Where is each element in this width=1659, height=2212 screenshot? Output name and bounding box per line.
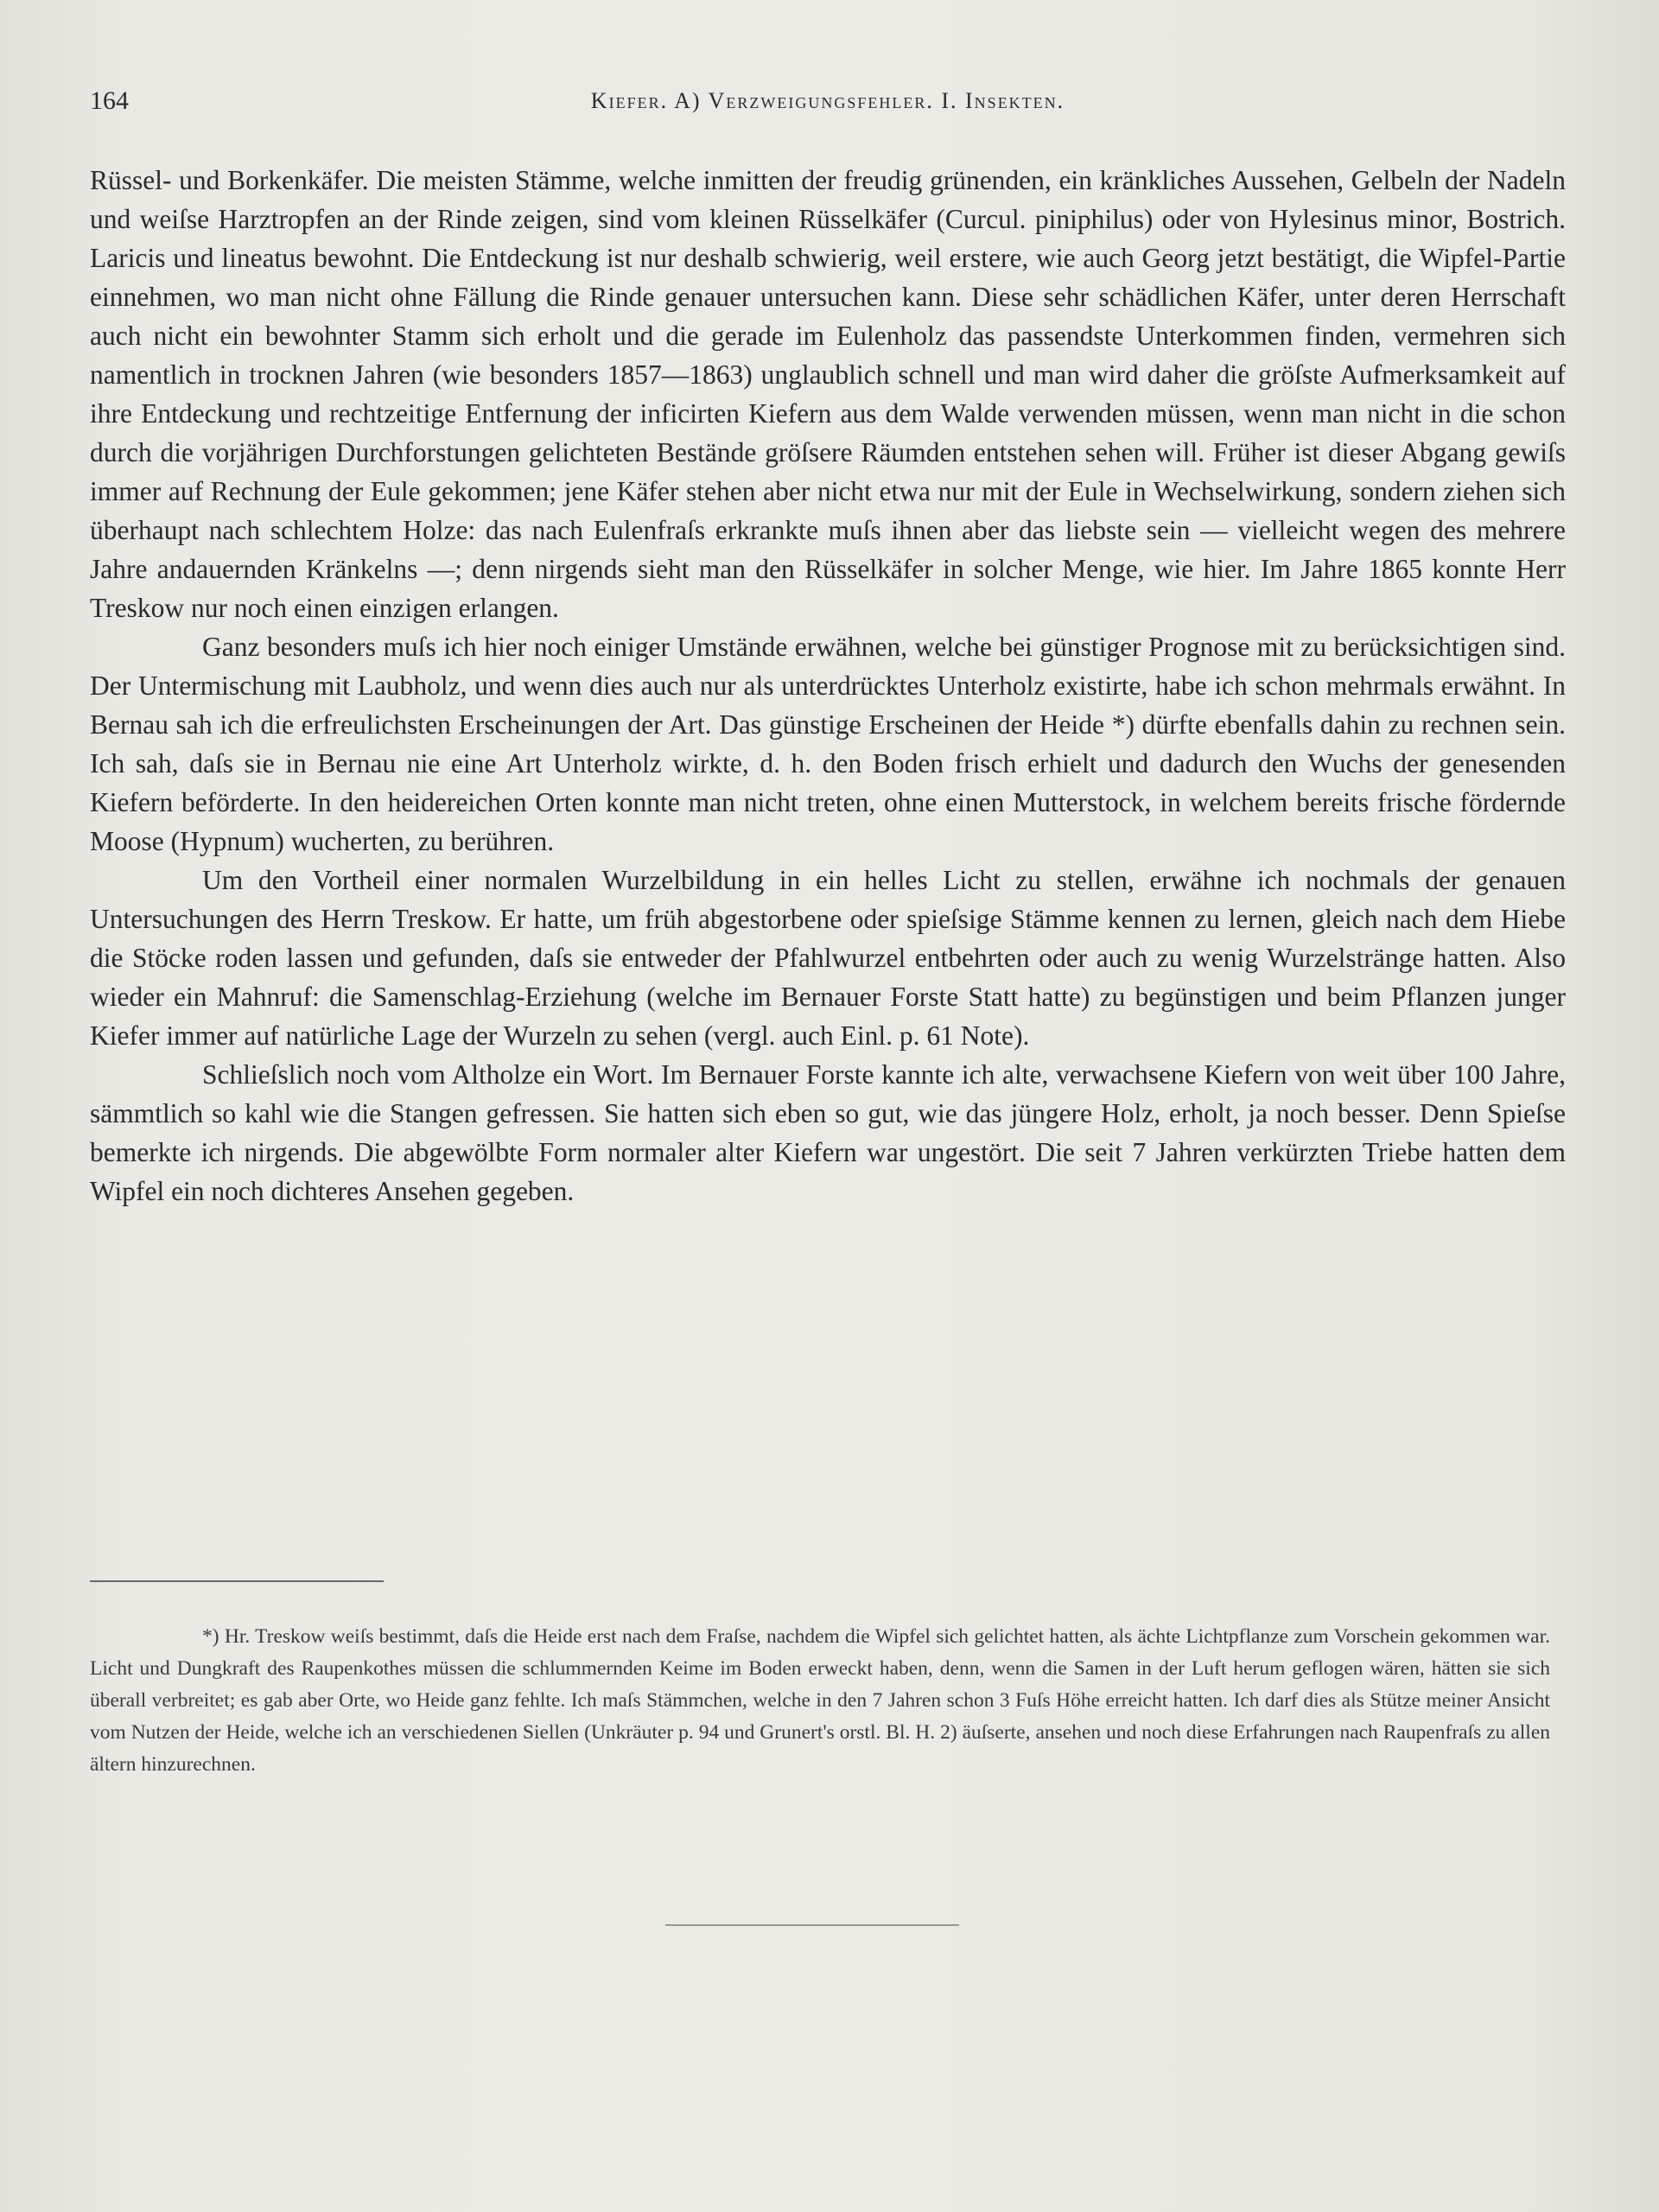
paragraph-wurzelbildung: Um den Vortheil einer normalen Wurzelbildung in ein helles Licht zu stellen, erwähne ich nochmals der genauen Untersuchungen des Herrn Treskow. Er hatte, um früh abgestorbene oder spieſsige Stämme kennen zu lernen, gleich nach dem Hiebe die Stöcke roden lassen und gefunden, daſs sie entweder der Pfahlwurzel entbehrten oder auch zu wenig Wurzelstränge hatten. Also wieder ein Mahnruf: die Samenschlag-Erziehung (welche im Bernauer Forste Statt hatte) zu begünstigen und beim Pflanzen junger Kiefer immer auf natürliche Lage der Wurzeln zu sehen (vergl. auch Einl. p. 61 Note).: [90, 865, 1566, 1051]
footnote-divider: [90, 1580, 384, 1582]
running-head: Kiefer. A) Verzweigungsfehler. I. Insekten.: [590, 88, 1065, 113]
paragraph-altholz: Schlieſslich noch vom Altholze ein Wort. Im Bernauer Forste kannte ich alte, verwachsene Kiefern von weit über 100 Jahre, sämmtlich so kahl wie die Stangen gefressen. Sie hatten sich eben so gut, wie das jüngere Holz, erholt, ja noch besser. Denn Spieſse bemerkte ich nirgends. Die abgewölbte Form normaler alter Kiefern war ungestört. Die seit 7 Jahren verkürzten Triebe hatten dem Wipfel ein noch dichteres Ansehen gegeben.: [90, 1059, 1566, 1206]
page-number: 164: [90, 86, 129, 115]
paragraph-rüsselkäfer: Rüssel- und Borkenkäfer. Die meisten Stämme, welche inmitten der freudig grünenden, ein kränkliches Aussehen, Gelbeln der Nadeln und weiſse Harztropfen an der Rinde zeigen, sind vom kleinen Rüsselkäfer (Curcul. piniphilus) oder von Hylesinus minor, Bostrich. Laricis und lineatus bewohnt. Die Entdeckung ist nur deshalb schwierig, weil erstere, wie auch Georg jetzt bestätigt, die Wipfel-Partie einnehmen, wo man nicht ohne Fällung die Rinde genauer untersuchen kann. Diese sehr schädlichen Käfer, unter deren Herrschaft auch nicht ein bewohnter Stamm sich erholt und die gerade im Eulenholz das passendste Unterkommen finden, vermehren sich namentlich in trocknen Jahren (wie besonders 1857—1863) unglaublich schnell und man wird daher die gröſste Aufmerksamkeit auf ihre Entdeckung und rechtzeitige Entfernung der inficirten Kiefern aus dem Walde verwenden müssen, wenn man nicht in die schon durch die vorjährigen Durchforstungen gelichteten Bestände gröſsere Räumden entstehen sehen will. Früher ist dieser Abgang gewiſs immer auf Rechnung der Eule gekommen; jene Käfer stehen aber nicht etwa nur mit der Eule in Wechselwirkung, sondern ziehen sich überhaupt nach schlechtem Holze: das nach Eulenfraſs erkrankte muſs ihnen aber das liebste sein — vielleicht wegen des mehrere Jahre andauernden Kränkelns —; denn nirgends sieht man den Rüsselkäfer in solcher Menge, wie hier. Im Jahre 1865 konnte Herr Treskow nur noch einen einzigen erlangen.: [90, 165, 1566, 623]
page-header: [90, 86, 1566, 123]
footnote: *) Hr. Treskow weiſs bestimmt, daſs die Heide erst nach dem Fraſse, nachdem die Wipfel sich gelichtet hatten, als ächte Lichtpflanze zum Vorschein gekommen war. Licht und Dungkraft des Raupenkothes müssen die schlummernden Keime im Boden erweckt haben, denn, wenn die Samen in der Luft herum geflogen wären, hätten sie sich überall verbreitet; es gab aber Orte, wo Heide ganz fehlte. Ich maſs Stämmchen, welche in den 7 Jahren schon 3 Fuſs Höhe erreicht hatten. Ich darf dies als Stütze meiner Ansicht vom Nutzen der Heide, welche ich an verschiedenen Siellen (Unkräuter p. 94 und Grunert's orstl. Bl. H. 2) äuſserte, ansehen und noch diese Erfahrungen nach Raupenfraſs zu allen ältern hinzurechnen.: [90, 1625, 1550, 1776]
paragraph-heide: Ganz besonders muſs ich hier noch einiger Umstände erwähnen, welche bei günstiger Prognose mit zu berücksichtigen sind. Der Untermischung mit Laubholz, und wenn dies auch nur als unterdrücktes Unterholz existirte, habe ich schon mehrmals erwähnt. In Bernau sah ich die erfreulichsten Erscheinungen der Art. Das günstige Erscheinen der Heide *) dürfte ebenfalls dahin zu rechnen sein. Ich sah, daſs sie in Bernau nie eine Art Unterholz wirkte, d. h. den Boden frisch erhielt und dadurch den Wuchs der genesenden Kiefern beförderte. In den heidereichen Orten konnte man nicht treten, ohne einen Mutterstock, in welchem bereits frische fördernde Moose (Hypnum) wucherten, zu berühren.: [90, 632, 1566, 856]
main-text: [90, 161, 1566, 1211]
end-divider: [665, 1924, 959, 1926]
